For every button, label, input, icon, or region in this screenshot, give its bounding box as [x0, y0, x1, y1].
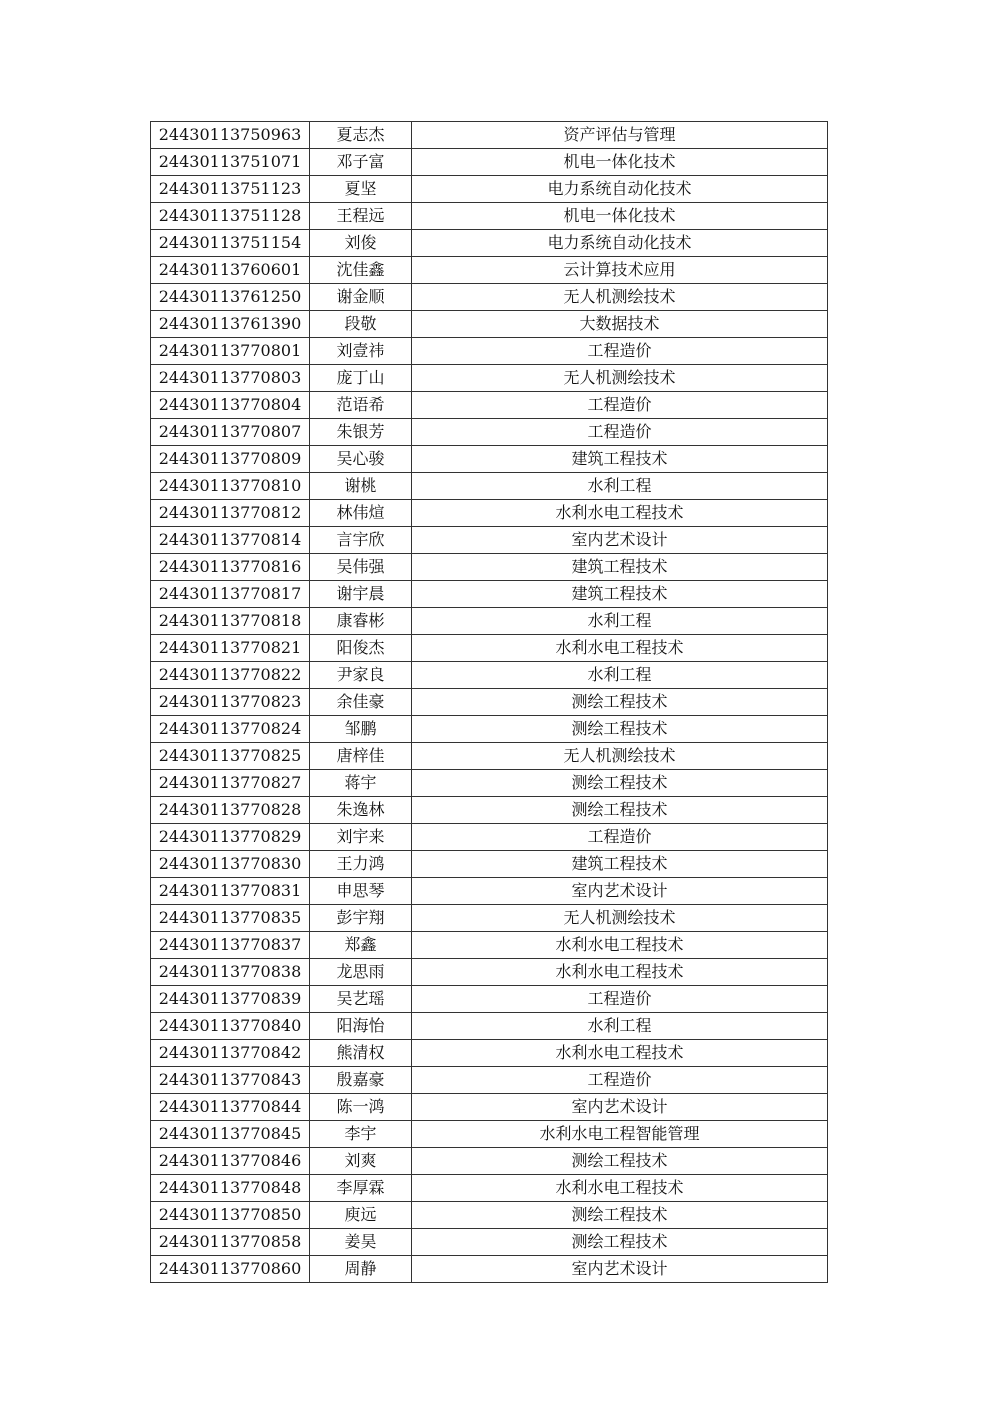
major-cell: 工程造价: [412, 338, 828, 365]
table-row: [151, 554, 828, 581]
student-id-cell: 24430113770846: [151, 1148, 310, 1175]
student-name-cell: 范语希: [310, 392, 412, 419]
table-row: [151, 1202, 828, 1229]
student-name-cell: 夏坚: [310, 176, 412, 203]
student-name-cell: 熊清权: [310, 1040, 412, 1067]
major-cell: 大数据技术: [412, 311, 828, 338]
student-name-cell: 吴心骏: [310, 446, 412, 473]
table-row: [151, 986, 828, 1013]
major-cell: 建筑工程技术: [412, 554, 828, 581]
student-name-cell: 阳海怡: [310, 1013, 412, 1040]
student-name-cell: 谢金顺: [310, 284, 412, 311]
student-name-cell: 彭宇翔: [310, 905, 412, 932]
major-cell: 水利水电工程技术: [412, 959, 828, 986]
student-id-cell: 24430113770814: [151, 527, 310, 554]
table-row: [151, 284, 828, 311]
table-row: [151, 1175, 828, 1202]
student-name-cell: 余佳豪: [310, 689, 412, 716]
student-name-cell: 吴伟强: [310, 554, 412, 581]
table-row: [151, 1094, 828, 1121]
student-name-cell: 阳俊杰: [310, 635, 412, 662]
major-cell: 无人机测绘技术: [412, 905, 828, 932]
table-row: [151, 581, 828, 608]
major-cell: 室内艺术设计: [412, 1256, 828, 1283]
student-name-cell: 尹家良: [310, 662, 412, 689]
table-row: [151, 878, 828, 905]
student-id-cell: 24430113770817: [151, 581, 310, 608]
table-row: [151, 203, 828, 230]
table-row: [151, 446, 828, 473]
major-cell: 工程造价: [412, 419, 828, 446]
major-cell: 室内艺术设计: [412, 527, 828, 554]
major-cell: 无人机测绘技术: [412, 743, 828, 770]
table-row: [151, 851, 828, 878]
major-cell: 无人机测绘技术: [412, 365, 828, 392]
student-name-cell: 蒋宇: [310, 770, 412, 797]
student-id-cell: 24430113770858: [151, 1229, 310, 1256]
student-id-cell: 24430113770807: [151, 419, 310, 446]
student-id-cell: 24430113770839: [151, 986, 310, 1013]
student-name-cell: 林伟煊: [310, 500, 412, 527]
student-id-cell: 24430113770848: [151, 1175, 310, 1202]
student-id-cell: 24430113770821: [151, 635, 310, 662]
table-row: [151, 1148, 828, 1175]
student-id-cell: 24430113770844: [151, 1094, 310, 1121]
student-name-cell: 谢宇晨: [310, 581, 412, 608]
student-id-cell: 24430113770830: [151, 851, 310, 878]
major-cell: 测绘工程技术: [412, 797, 828, 824]
student-id-cell: 24430113760601: [151, 257, 310, 284]
major-cell: 测绘工程技术: [412, 1229, 828, 1256]
student-name-cell: 朱逸林: [310, 797, 412, 824]
table-row: [151, 1040, 828, 1067]
student-name-cell: 段敬: [310, 311, 412, 338]
student-name-cell: 邹鹏: [310, 716, 412, 743]
student-id-cell: 24430113770801: [151, 338, 310, 365]
student-name-cell: 谢桃: [310, 473, 412, 500]
student-id-cell: 24430113770816: [151, 554, 310, 581]
major-cell: 室内艺术设计: [412, 878, 828, 905]
major-cell: 水利水电工程技术: [412, 1040, 828, 1067]
table-row: [151, 635, 828, 662]
student-id-cell: 24430113770827: [151, 770, 310, 797]
table-row: [151, 1013, 828, 1040]
student-name-cell: 康睿彬: [310, 608, 412, 635]
major-cell: 水利水电工程技术: [412, 932, 828, 959]
table-row: [151, 419, 828, 446]
student-name-cell: 王力鸿: [310, 851, 412, 878]
student-id-cell: 24430113770824: [151, 716, 310, 743]
major-cell: 测绘工程技术: [412, 716, 828, 743]
student-name-cell: 刘宇来: [310, 824, 412, 851]
table-row: [151, 1121, 828, 1148]
student-id-cell: 24430113770810: [151, 473, 310, 500]
student-id-cell: 24430113770837: [151, 932, 310, 959]
major-cell: 工程造价: [412, 986, 828, 1013]
student-name-cell: 刘壹祎: [310, 338, 412, 365]
student-id-cell: 24430113770843: [151, 1067, 310, 1094]
student-name-cell: 庞丁山: [310, 365, 412, 392]
table-row: [151, 1067, 828, 1094]
table-row: [151, 608, 828, 635]
major-cell: 水利工程: [412, 662, 828, 689]
table-row: [151, 365, 828, 392]
student-name-cell: 刘俊: [310, 230, 412, 257]
student-id-cell: 24430113770828: [151, 797, 310, 824]
student-id-cell: 24430113770831: [151, 878, 310, 905]
major-cell: 室内艺术设计: [412, 1094, 828, 1121]
major-cell: 无人机测绘技术: [412, 284, 828, 311]
student-id-cell: 24430113770803: [151, 365, 310, 392]
student-id-cell: 24430113770823: [151, 689, 310, 716]
major-cell: 水利工程: [412, 1013, 828, 1040]
major-cell: 水利水电工程技术: [412, 1175, 828, 1202]
major-cell: 工程造价: [412, 1067, 828, 1094]
major-cell: 电力系统自动化技术: [412, 230, 828, 257]
major-cell: 建筑工程技术: [412, 581, 828, 608]
table-row: [151, 392, 828, 419]
table-row: [151, 230, 828, 257]
student-id-cell: 24430113770812: [151, 500, 310, 527]
student-id-cell: 24430113770842: [151, 1040, 310, 1067]
table-row: [151, 500, 828, 527]
student-id-cell: 24430113751071: [151, 149, 310, 176]
student-id-cell: 24430113770822: [151, 662, 310, 689]
student-id-cell: 24430113770825: [151, 743, 310, 770]
major-cell: 水利工程: [412, 473, 828, 500]
table-row: [151, 257, 828, 284]
major-cell: 工程造价: [412, 392, 828, 419]
table-row: [151, 122, 828, 149]
table-row: [151, 338, 828, 365]
table-row: [151, 149, 828, 176]
student-roster-table: [150, 121, 828, 1283]
student-name-cell: 唐梓佳: [310, 743, 412, 770]
table-row: [151, 770, 828, 797]
student-name-cell: 李宇: [310, 1121, 412, 1148]
table-row: [151, 473, 828, 500]
major-cell: 水利水电工程技术: [412, 500, 828, 527]
student-id-cell: 24430113751128: [151, 203, 310, 230]
table-row: [151, 527, 828, 554]
major-cell: 测绘工程技术: [412, 1202, 828, 1229]
table-row: [151, 932, 828, 959]
student-id-cell: 24430113770835: [151, 905, 310, 932]
table-row: [151, 689, 828, 716]
student-id-cell: 24430113751154: [151, 230, 310, 257]
student-id-cell: 24430113770860: [151, 1256, 310, 1283]
student-name-cell: 朱银芳: [310, 419, 412, 446]
student-id-cell: 24430113750963: [151, 122, 310, 149]
student-name-cell: 刘爽: [310, 1148, 412, 1175]
student-id-cell: 24430113770804: [151, 392, 310, 419]
major-cell: 水利水电工程技术: [412, 635, 828, 662]
major-cell: 机电一体化技术: [412, 203, 828, 230]
major-cell: 测绘工程技术: [412, 1148, 828, 1175]
student-name-cell: 李厚霖: [310, 1175, 412, 1202]
student-name-cell: 陈一鸿: [310, 1094, 412, 1121]
major-cell: 云计算技术应用: [412, 257, 828, 284]
major-cell: 电力系统自动化技术: [412, 176, 828, 203]
major-cell: 工程造价: [412, 824, 828, 851]
major-cell: 水利工程: [412, 608, 828, 635]
major-cell: 资产评估与管理: [412, 122, 828, 149]
student-name-cell: 吴艺瑶: [310, 986, 412, 1013]
student-id-cell: 24430113770850: [151, 1202, 310, 1229]
student-id-cell: 24430113751123: [151, 176, 310, 203]
major-cell: 建筑工程技术: [412, 851, 828, 878]
student-name-cell: 言宇欣: [310, 527, 412, 554]
student-name-cell: 沈佳鑫: [310, 257, 412, 284]
table-row: [151, 1229, 828, 1256]
student-name-cell: 姜昊: [310, 1229, 412, 1256]
student-id-cell: 24430113761390: [151, 311, 310, 338]
student-name-cell: 周静: [310, 1256, 412, 1283]
table-row: [151, 176, 828, 203]
table-row: [151, 662, 828, 689]
table-row: [151, 716, 828, 743]
student-id-cell: 24430113770840: [151, 1013, 310, 1040]
student-name-cell: 申思琴: [310, 878, 412, 905]
table-row: [151, 959, 828, 986]
student-name-cell: 龙思雨: [310, 959, 412, 986]
student-name-cell: 邓子富: [310, 149, 412, 176]
table-row: [151, 824, 828, 851]
major-cell: 水利水电工程智能管理: [412, 1121, 828, 1148]
student-id-cell: 24430113770809: [151, 446, 310, 473]
student-name-cell: 郑鑫: [310, 932, 412, 959]
student-name-cell: 王程远: [310, 203, 412, 230]
student-id-cell: 24430113770829: [151, 824, 310, 851]
major-cell: 测绘工程技术: [412, 689, 828, 716]
table-row: [151, 743, 828, 770]
roster-body: [151, 122, 828, 1283]
student-id-cell: 24430113770845: [151, 1121, 310, 1148]
student-name-cell: 庾远: [310, 1202, 412, 1229]
student-name-cell: 殷嘉豪: [310, 1067, 412, 1094]
major-cell: 测绘工程技术: [412, 770, 828, 797]
table-row: [151, 1256, 828, 1283]
student-id-cell: 24430113770838: [151, 959, 310, 986]
table-row: [151, 797, 828, 824]
major-cell: 建筑工程技术: [412, 446, 828, 473]
table-row: [151, 311, 828, 338]
student-name-cell: 夏志杰: [310, 122, 412, 149]
major-cell: 机电一体化技术: [412, 149, 828, 176]
student-id-cell: 24430113761250: [151, 284, 310, 311]
table-row: [151, 905, 828, 932]
student-id-cell: 24430113770818: [151, 608, 310, 635]
